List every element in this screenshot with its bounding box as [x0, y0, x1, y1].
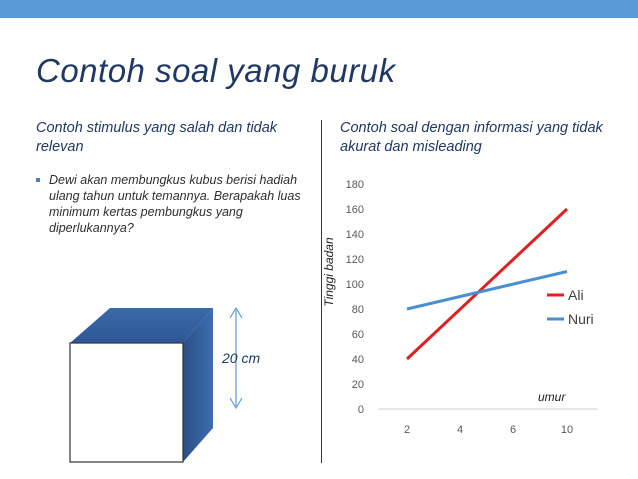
series-line-ali: [407, 209, 567, 359]
chart-x-axis-label: umur: [538, 390, 566, 404]
slide-title: Contoh soal yang buruk: [36, 52, 396, 89]
y-tick-label: 20: [351, 379, 364, 391]
y-tick-label: 40: [351, 354, 364, 366]
y-tick-label: 140: [345, 229, 364, 241]
bullet-text: Dewi akan membungkus kubus berisi hadiah ulang tahun untuk temannya. Berapakah luas minimum kertas pembungkus yang diperlukannya?: [49, 173, 301, 235]
x-tick-label: 4: [456, 424, 464, 436]
x-tick-label: 10: [560, 424, 574, 436]
legend-label-nuri: Nuri: [568, 311, 594, 327]
y-tick-label: 60: [351, 329, 364, 341]
y-tick-label: 80: [351, 304, 364, 316]
y-tick-label: 100: [345, 279, 364, 291]
right-heading: Contoh soal dengan informasi yang tidak akurat dan misleading: [340, 120, 603, 155]
y-tick-label: 180: [345, 179, 364, 191]
y-tick-label: 120: [345, 254, 364, 266]
y-tick-label: 0: [357, 404, 364, 416]
series-line-nuri: [407, 272, 567, 310]
x-tick-label: 6: [509, 424, 517, 436]
y-tick-label: 160: [345, 204, 364, 216]
legend-label-ali: Ali: [568, 287, 584, 303]
x-tick-label: 2: [403, 424, 411, 436]
cube-dimension-label: 20 cm: [222, 350, 261, 366]
chart-y-axis-label: Tinggi badan: [322, 237, 336, 307]
line-chart: [326, 170, 626, 440]
left-heading: Contoh stimulus yang salah dan tidak relevan: [36, 120, 278, 155]
cube-front-face: [70, 343, 183, 462]
